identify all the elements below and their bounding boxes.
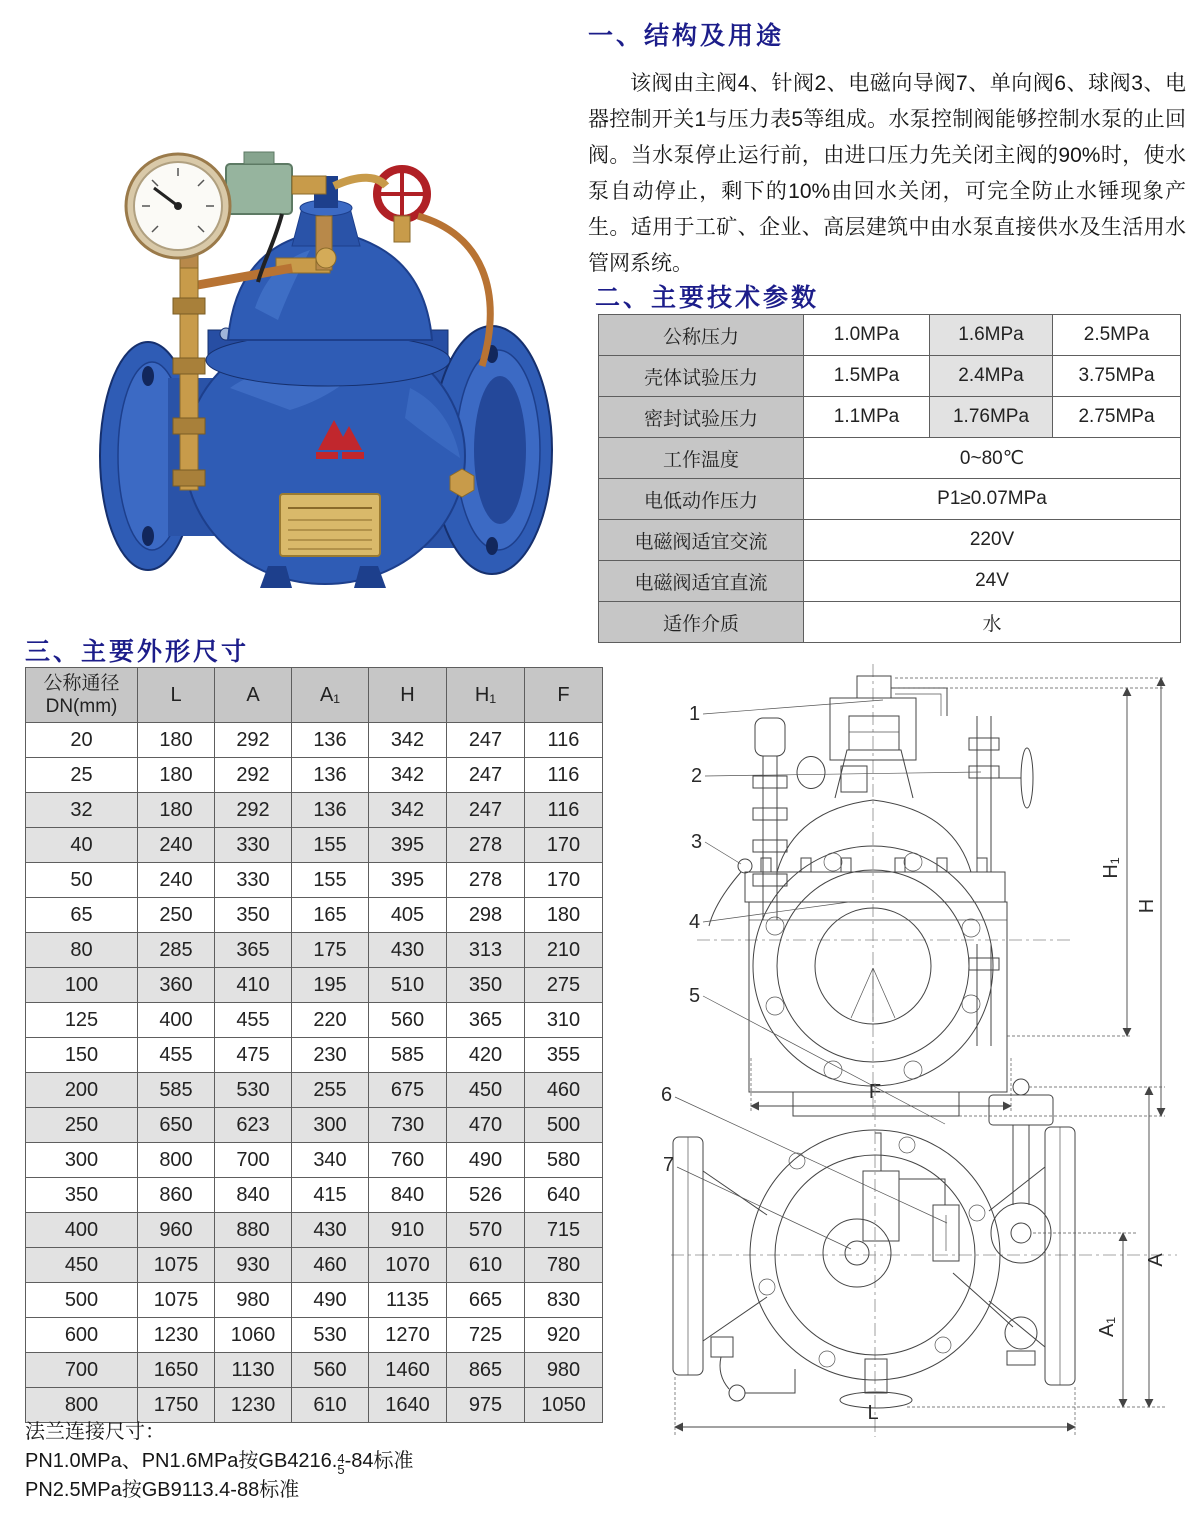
- dims-col-dn: 公称通径 DN(mm): [26, 668, 138, 723]
- dims-cell: 1230: [138, 1318, 215, 1353]
- dims-cell: 1050: [525, 1388, 603, 1423]
- dims-cell: 350: [215, 898, 292, 933]
- dims-row: [26, 968, 603, 1003]
- dims-cell: 450: [26, 1248, 138, 1283]
- dims-cell: 560: [369, 1003, 447, 1038]
- section-dimensions: [25, 632, 615, 668]
- dims-cell: 350: [447, 968, 525, 1003]
- dims-row: [26, 1318, 603, 1353]
- dims-header-row: [26, 668, 603, 723]
- dims-cell: 675: [369, 1073, 447, 1108]
- dims-cell: 665: [447, 1283, 525, 1318]
- section2-heading: 二、主要技术参数: [595, 284, 820, 312]
- dims-cell: 65: [26, 898, 138, 933]
- dims-row: [26, 933, 603, 968]
- param-value: 1.6MPa: [930, 315, 1053, 356]
- dims-cell: 430: [292, 1213, 369, 1248]
- param-row: [599, 602, 1181, 643]
- dims-cell: 1070: [369, 1248, 447, 1283]
- dims-cell: 450: [447, 1073, 525, 1108]
- section3-heading: 三、主要外形尺寸: [25, 638, 250, 666]
- param-value: 1.0MPa: [804, 315, 930, 356]
- param-value: 220V: [804, 520, 1181, 561]
- dims-cell: 455: [215, 1003, 292, 1038]
- param-value: 0~80℃: [804, 438, 1181, 479]
- param-label: 电低动作压力: [599, 479, 804, 520]
- dims-cell: 650: [138, 1108, 215, 1143]
- callout-6: 6: [661, 1084, 673, 1106]
- dims-cell: 200: [26, 1073, 138, 1108]
- param-value: 2.5MPa: [1053, 315, 1181, 356]
- dims-cell: 1130: [215, 1353, 292, 1388]
- dims-cell: 980: [525, 1353, 603, 1388]
- dims-cell: 180: [525, 898, 603, 933]
- dims-cell: 725: [447, 1318, 525, 1353]
- dims-cell: 365: [215, 933, 292, 968]
- dims-cell: 960: [138, 1213, 215, 1248]
- dims-cell: 1270: [369, 1318, 447, 1353]
- dims-cell: 300: [26, 1143, 138, 1178]
- dims-cell: 300: [292, 1108, 369, 1143]
- dims-col: F: [525, 668, 603, 723]
- param-label: 电磁阀适宜交流: [599, 520, 804, 561]
- param-label: 适作介质: [599, 602, 804, 643]
- dims-cell: 250: [26, 1108, 138, 1143]
- param-value: 2.4MPa: [930, 356, 1053, 397]
- dims-cell: 50: [26, 863, 138, 898]
- param-value: 1.76MPa: [930, 397, 1053, 438]
- dims-cell: 610: [447, 1248, 525, 1283]
- dims-cell: 475: [215, 1038, 292, 1073]
- dim-a: A: [1145, 1253, 1167, 1267]
- dims-row: [26, 1248, 603, 1283]
- technical-drawing-plan: [645, 1075, 1200, 1450]
- dims-cell: 715: [525, 1213, 603, 1248]
- dims-cell: 470: [447, 1108, 525, 1143]
- param-label: 密封试验压力: [599, 397, 804, 438]
- dims-row: [26, 898, 603, 933]
- dims-cell: 342: [369, 723, 447, 758]
- param-value: 24V: [804, 561, 1181, 602]
- dims-cell: 125: [26, 1003, 138, 1038]
- dims-cell: 292: [215, 758, 292, 793]
- dims-cell: 920: [525, 1318, 603, 1353]
- dims-cell: 580: [525, 1143, 603, 1178]
- dims-cell: 840: [369, 1178, 447, 1213]
- section1-heading: 一、结构及用途: [588, 22, 785, 50]
- dims-cell: 165: [292, 898, 369, 933]
- dims-cell: 980: [215, 1283, 292, 1318]
- param-value: 3.75MPa: [1053, 356, 1181, 397]
- notes-line3: PN2.5MPa按GB9113.4-88标准: [25, 1479, 300, 1501]
- dims-row: [26, 723, 603, 758]
- dims-cell: 1650: [138, 1353, 215, 1388]
- dims-cell: 136: [292, 793, 369, 828]
- dims-cell: 136: [292, 723, 369, 758]
- dims-cell: 460: [292, 1248, 369, 1283]
- notes-title: 法兰连接尺寸：: [25, 1421, 165, 1443]
- dims-cell: 840: [215, 1178, 292, 1213]
- param-row: [599, 520, 1181, 561]
- dims-cell: 415: [292, 1178, 369, 1213]
- dims-cell: 610: [292, 1388, 369, 1423]
- dims-table-body: [26, 723, 603, 1423]
- param-row: [599, 438, 1181, 479]
- dims-cell: 170: [525, 828, 603, 863]
- dims-row: [26, 758, 603, 793]
- dims-cell: 255: [292, 1073, 369, 1108]
- dims-cell: 40: [26, 828, 138, 863]
- dims-cell: 623: [215, 1108, 292, 1143]
- dims-cell: 405: [369, 898, 447, 933]
- param-row: [599, 479, 1181, 520]
- pipe-nuts: [753, 776, 787, 886]
- dims-cell: 585: [138, 1073, 215, 1108]
- dims-cell: 355: [525, 1038, 603, 1073]
- dims-cell: 342: [369, 793, 447, 828]
- dim-h: H: [1136, 898, 1158, 914]
- dims-cell: 500: [26, 1283, 138, 1318]
- param-row: [599, 315, 1181, 356]
- dims-cell: 910: [369, 1213, 447, 1248]
- dims-cell: 116: [525, 758, 603, 793]
- dims-cell: 1230: [215, 1388, 292, 1423]
- dims-cell: 250: [138, 898, 215, 933]
- dims-cell: 1075: [138, 1248, 215, 1283]
- dims-cell: 700: [26, 1353, 138, 1388]
- callout-2: 2: [691, 765, 703, 787]
- tech-params-table: [598, 314, 1181, 643]
- dims-cell: 930: [215, 1248, 292, 1283]
- dims-cell: 240: [138, 863, 215, 898]
- dims-cell: 116: [525, 793, 603, 828]
- dims-col: A₁: [292, 668, 369, 723]
- callout-7: 7: [663, 1154, 675, 1176]
- notes-line2: PN1.0MPa、PN1.6MPa按GB4216. 4 5 -84标准: [25, 1450, 414, 1477]
- dims-cell: 247: [447, 793, 525, 828]
- dims-cell: 460: [525, 1073, 603, 1108]
- dims-cell: 760: [369, 1143, 447, 1178]
- dims-row: [26, 828, 603, 863]
- dims-cell: 365: [447, 1003, 525, 1038]
- dims-cell: 195: [292, 968, 369, 1003]
- dims-cell: 330: [215, 828, 292, 863]
- dims-cell: 278: [447, 828, 525, 863]
- dims-cell: 210: [525, 933, 603, 968]
- dims-cell: 880: [215, 1213, 292, 1248]
- dims-cell: 20: [26, 723, 138, 758]
- technical-drawing-front: [645, 658, 1200, 1128]
- dims-cell: 116: [525, 723, 603, 758]
- section-structure-use: [588, 16, 1186, 282]
- dims-cell: 240: [138, 828, 215, 863]
- dims-cell: 32: [26, 793, 138, 828]
- dims-cell: 180: [138, 793, 215, 828]
- dims-cell: 298: [447, 898, 525, 933]
- dims-cell: 1060: [215, 1318, 292, 1353]
- dims-cell: 247: [447, 723, 525, 758]
- fraction-4-5: 4 5: [337, 1451, 345, 1477]
- dims-cell: 80: [26, 933, 138, 968]
- dim-h1: H₁: [1100, 857, 1122, 879]
- dims-cell: 455: [138, 1038, 215, 1073]
- dims-cell: 292: [215, 793, 292, 828]
- dims-cell: 150: [26, 1038, 138, 1073]
- dims-cell: 155: [292, 863, 369, 898]
- dims-cell: 400: [138, 1003, 215, 1038]
- dims-cell: 975: [447, 1388, 525, 1423]
- dims-cell: 490: [292, 1283, 369, 1318]
- dims-row: [26, 863, 603, 898]
- dims-cell: 800: [26, 1388, 138, 1423]
- section1-paragraph: 该阀由主阀4、针阀2、电磁向导阀7、单向阀6、球阀3、电器控制开关1与压力表5等组成。水泵控制阀能够控制水泵的止回阀。当水泵停止运行前，由进口压力先关闭主阀的90%时，使水泵自动停止，剩下的10%由回水关闭，可完全防止水锤现象产生。适用于工矿、企业、高层建筑中由水泵直接供水及生活用水管网系统。: [588, 72, 1186, 275]
- product-photo: [30, 58, 590, 590]
- valve-photo-illustration: [30, 58, 590, 590]
- dims-cell: 25: [26, 758, 138, 793]
- dims-cell: 600: [26, 1318, 138, 1353]
- dims-cell: 570: [447, 1213, 525, 1248]
- param-label: 工作温度: [599, 438, 804, 479]
- dims-cell: 860: [138, 1178, 215, 1213]
- dims-cell: 340: [292, 1143, 369, 1178]
- dims-cell: 865: [447, 1353, 525, 1388]
- solenoid-box: [226, 164, 292, 214]
- param-value: 1.1MPa: [804, 397, 930, 438]
- dims-cell: 510: [369, 968, 447, 1003]
- dims-row: [26, 1213, 603, 1248]
- param-label: 公称压力: [599, 315, 804, 356]
- param-value: P1≥0.07MPa: [804, 479, 1181, 520]
- dims-cell: 175: [292, 933, 369, 968]
- dims-cell: 400: [26, 1213, 138, 1248]
- dims-cell: 1075: [138, 1283, 215, 1318]
- dims-row: [26, 1283, 603, 1318]
- dims-col: H: [369, 668, 447, 723]
- dims-col: A: [215, 668, 292, 723]
- dims-cell: 360: [138, 968, 215, 1003]
- dims-cell: 420: [447, 1038, 525, 1073]
- dims-cell: 700: [215, 1143, 292, 1178]
- dims-cell: 275: [525, 968, 603, 1003]
- dims-row: [26, 793, 603, 828]
- dims-cell: 180: [138, 758, 215, 793]
- dims-cell: 100: [26, 968, 138, 1003]
- dimensions-table: [25, 667, 603, 1423]
- dims-row: [26, 1038, 603, 1073]
- dims-cell: 395: [369, 863, 447, 898]
- section-tech-params: [595, 278, 1185, 314]
- dims-cell: 342: [369, 758, 447, 793]
- dims-cell: 410: [215, 968, 292, 1003]
- param-label: 电磁阀适宜直流: [599, 561, 804, 602]
- dims-cell: 530: [215, 1073, 292, 1108]
- dims-cell: 800: [138, 1143, 215, 1178]
- dims-cell: 285: [138, 933, 215, 968]
- dims-row: [26, 1108, 603, 1143]
- dims-cell: 490: [447, 1143, 525, 1178]
- dims-cell: 180: [138, 723, 215, 758]
- dims-cell: 155: [292, 828, 369, 863]
- param-value: 2.75MPa: [1053, 397, 1181, 438]
- dims-cell: 730: [369, 1108, 447, 1143]
- param-value: 1.5MPa: [804, 356, 930, 397]
- dims-row: [26, 1178, 603, 1213]
- dims-cell: 1640: [369, 1388, 447, 1423]
- dims-cell: 220: [292, 1003, 369, 1038]
- dims-cell: 350: [26, 1178, 138, 1213]
- dims-cell: 585: [369, 1038, 447, 1073]
- param-row: [599, 356, 1181, 397]
- callout-3: 3: [691, 831, 703, 853]
- dims-cell: 526: [447, 1178, 525, 1213]
- param-row: [599, 397, 1181, 438]
- dims-row: [26, 1143, 603, 1178]
- dims-row: [26, 1073, 603, 1108]
- dims-cell: 170: [525, 863, 603, 898]
- disc-spokes: [851, 968, 895, 1022]
- dims-col: H₁: [447, 668, 525, 723]
- callout-1: 1: [689, 703, 701, 725]
- callout-4: 4: [689, 911, 701, 933]
- dims-cell: 530: [292, 1318, 369, 1353]
- param-value: 水: [804, 602, 1181, 643]
- dims-cell: 1135: [369, 1283, 447, 1318]
- dims-cell: 247: [447, 758, 525, 793]
- dim-f: F: [868, 1081, 882, 1103]
- nameplate: [280, 494, 380, 556]
- callout-5: 5: [689, 985, 701, 1007]
- dims-cell: 780: [525, 1248, 603, 1283]
- dims-cell: 1460: [369, 1353, 447, 1388]
- dims-cell: 278: [447, 863, 525, 898]
- dim-a1: A₁: [1096, 1316, 1118, 1338]
- dims-cell: 560: [292, 1353, 369, 1388]
- dims-cell: 1750: [138, 1388, 215, 1423]
- param-row: [599, 561, 1181, 602]
- dims-cell: 640: [525, 1178, 603, 1213]
- dims-row: [26, 1353, 603, 1388]
- dims-cell: 310: [525, 1003, 603, 1038]
- dims-cell: 313: [447, 933, 525, 968]
- param-table-body: [599, 315, 1181, 643]
- dims-row: [26, 1003, 603, 1038]
- dims-cell: 430: [369, 933, 447, 968]
- dims-cell: 830: [525, 1283, 603, 1318]
- dims-col: L: [138, 668, 215, 723]
- param-label: 壳体试验压力: [599, 356, 804, 397]
- dims-cell: 395: [369, 828, 447, 863]
- dims-cell: 330: [215, 863, 292, 898]
- flange-notes: [25, 1418, 625, 1505]
- dim-l: L: [867, 1402, 879, 1424]
- dims-cell: 230: [292, 1038, 369, 1073]
- dims-cell: 292: [215, 723, 292, 758]
- dims-cell: 136: [292, 758, 369, 793]
- dims-cell: 500: [525, 1108, 603, 1143]
- dims-table-head: [26, 668, 603, 723]
